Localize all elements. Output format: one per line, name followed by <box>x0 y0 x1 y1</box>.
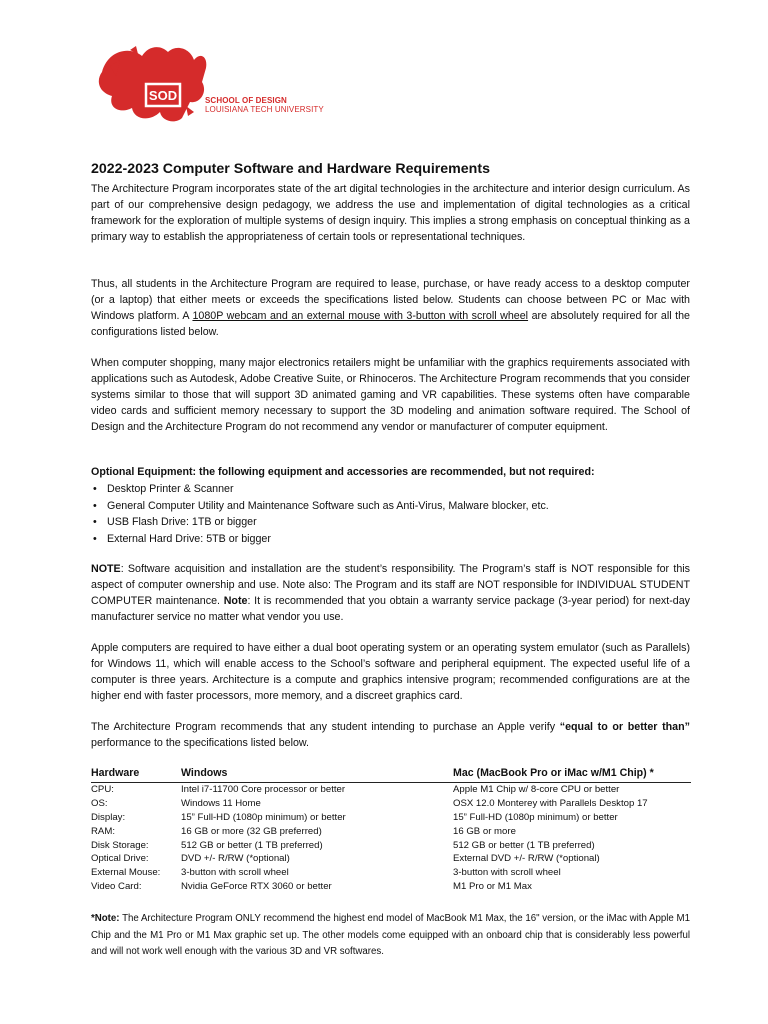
optional-equipment-heading: Optional Equipment: the following equipment and accessories are recommended, but not required: <box>91 466 595 478</box>
webcam-mouse-requirement: 1080P webcam and an external mouse with 3-button with scroll wheel <box>192 310 529 323</box>
table-cell: RAM: <box>91 825 115 837</box>
table-cell: Optical Drive: <box>91 853 149 865</box>
footnote <box>91 911 690 961</box>
apple-verify-paragraph <box>91 719 690 751</box>
table-row <box>91 797 691 811</box>
table-cell: Intel i7-11700 Core processor or better <box>181 783 346 795</box>
table-cell: External Mouse: <box>91 867 161 879</box>
list-item: • USB Flash Drive: 1TB or bigger <box>91 514 549 531</box>
logo-mark: SOD <box>148 88 178 103</box>
table-cell: CPU: <box>91 783 114 795</box>
col-header-windows: Windows <box>181 767 453 782</box>
table-cell: OSX 12.0 Monterey with Parallels Desktop 17 <box>453 797 648 809</box>
requirements-text-a: Thus, all students in the Architecture Program are required to lease, purchase, or have ready access to a desktop computer (or a laptop) that either meets or exceeds the specifications listed below. Students can choose between PC or Mac with Windows platform. A <box>91 278 690 323</box>
table-cell: 15” Full-HD (1080p minimum) or better <box>453 811 618 823</box>
table-cell: Disk Storage: <box>91 839 149 851</box>
page-title: 2022-2023 Computer Software and Hardware Requirements <box>91 161 490 177</box>
col-header-mac: Mac (MacBook Pro or iMac w/M1 Chip) * <box>453 767 691 782</box>
table-cell: DVD +/- R/RW (*optional) <box>181 853 290 865</box>
list-item: • General Computer Utility and Maintenance Software such as Anti-Virus, Malware blocker, etc. <box>91 498 549 515</box>
note2-label: Note <box>223 595 248 608</box>
table-header-row <box>91 767 691 782</box>
requirements-paragraph <box>91 276 690 340</box>
table-cell: OS: <box>91 797 108 809</box>
logo-line-1: SCHOOL OF DESIGN <box>205 96 287 105</box>
table-cell: 3-button with scroll wheel <box>453 867 561 879</box>
table-cell: M1 Pro or M1 Max <box>453 881 532 893</box>
table-cell: 15” Full-HD (1080p minimum) or better <box>181 811 346 823</box>
col-header-hardware: Hardware <box>91 767 181 782</box>
shopping-paragraph: When computer shopping, many major electronics retailers might be unfamiliar with the graphics requirements associated with applications such as Autodesk, Adobe Creative Suite, or Rhinoceros. The Architecture Program recommends that you consider systems similar to those that will support 3D animated gaming and VR capabilities. These systems often have comparable video cards and sufficient memory necessary to support the 3D modeling and animation software required. The School of Design and the Architecture Program do not recommend any vendor or manufacturer of computer equipment. <box>91 357 690 434</box>
table-cell: Video Card: <box>91 881 142 893</box>
table-cell: 512 GB or better (1 TB preferred) <box>181 839 323 851</box>
footnote-text: The Architecture Program ONLY recommend the highest end model of MacBook M1 Max, the 16" version, or the iMac with Apple M1 Chip and the M1 Pro or M1 Max graphic set up. The other models come equipped with an onboard chip that is considerably less powerful and will not work well enough with the various 3D and VR softwares. <box>91 913 690 958</box>
table-row <box>91 825 691 839</box>
hardware-spec-table <box>91 767 691 894</box>
table-cell: Display: <box>91 811 126 823</box>
note-paragraph <box>91 561 690 625</box>
table-cell: Nvidia GeForce RTX 3060 or better <box>181 881 332 893</box>
table-cell: External DVD +/- R/RW (*optional) <box>453 853 600 865</box>
intro-paragraph: The Architecture Program incorporates state of the art digital technologies in the architecture and interior design curriculum. As part of our comprehensive design pedagogy, we address the use and implementation of digital technologies as a critical framework for the exploration of multiple systems of design inquiry. This implies a strong emphasis on conceptual thinking as a primary way to establish the appropriateness of certain tools or representational techniques. <box>91 183 690 244</box>
note-text-b: : It is recommended that you obtain a warranty service package (3-year period) for next-day manufacturer service no matter what vendor you use. <box>91 595 690 624</box>
table-cell: 512 GB or better (1 TB preferred) <box>453 839 595 851</box>
table-row <box>91 852 691 866</box>
logo-line-2: LOUISIANA TECH UNIVERSITY <box>205 105 324 114</box>
note-text-a: : Software acquisition and installation are the student’s responsibility. The Program’s staff is NOT responsible for this aspect of computer ownership and use. Note also: The Program and its staff are NOT responsible for INDIVIDUAL STUDENT COMPUTER maintenance. <box>91 563 690 608</box>
footnote-label: *Note: <box>91 913 120 924</box>
requirements-text-b: are absolutely required for all the configurations listed below. <box>91 310 690 339</box>
table-row <box>91 782 691 796</box>
list-item: • External Hard Drive: 5TB or bigger <box>91 531 549 548</box>
verify-emphasis: “equal to or better than” <box>559 721 690 733</box>
note-label: NOTE <box>91 563 121 575</box>
table-cell: Windows 11 Home <box>181 797 261 809</box>
table-cell: 16 GB or more (32 GB preferred) <box>181 825 322 837</box>
list-item: • Desktop Printer & Scanner <box>91 481 549 498</box>
table-cell: Apple M1 Chip w/ 8-core CPU or better <box>453 783 620 795</box>
table-cell: 3-button with scroll wheel <box>181 867 289 879</box>
table-cell: 16 GB or more <box>453 825 516 837</box>
verify-text-a: The Architecture Program recommends that any student intending to purchase an Apple verify <box>91 721 560 733</box>
table-row <box>91 880 691 894</box>
table-row <box>91 866 691 880</box>
apple-paragraph: Apple computers are required to have either a dual boot operating system or an operating system emulator (such as Parallels) for Windows 11, which will enable access to the School’s software and peripheral equipment. The expected useful life of a computer is three years. Architecture is a compute and graphics intensive program; recommended configurations are at the higher end with faster processors, more memory, and a discreet graphics card. <box>91 642 690 703</box>
logo-wordmark <box>205 96 324 114</box>
verify-text-b: performance to the specifications listed below. <box>91 737 310 750</box>
table-row <box>91 839 691 853</box>
table-row <box>91 811 691 825</box>
optional-equipment-list <box>91 481 549 547</box>
